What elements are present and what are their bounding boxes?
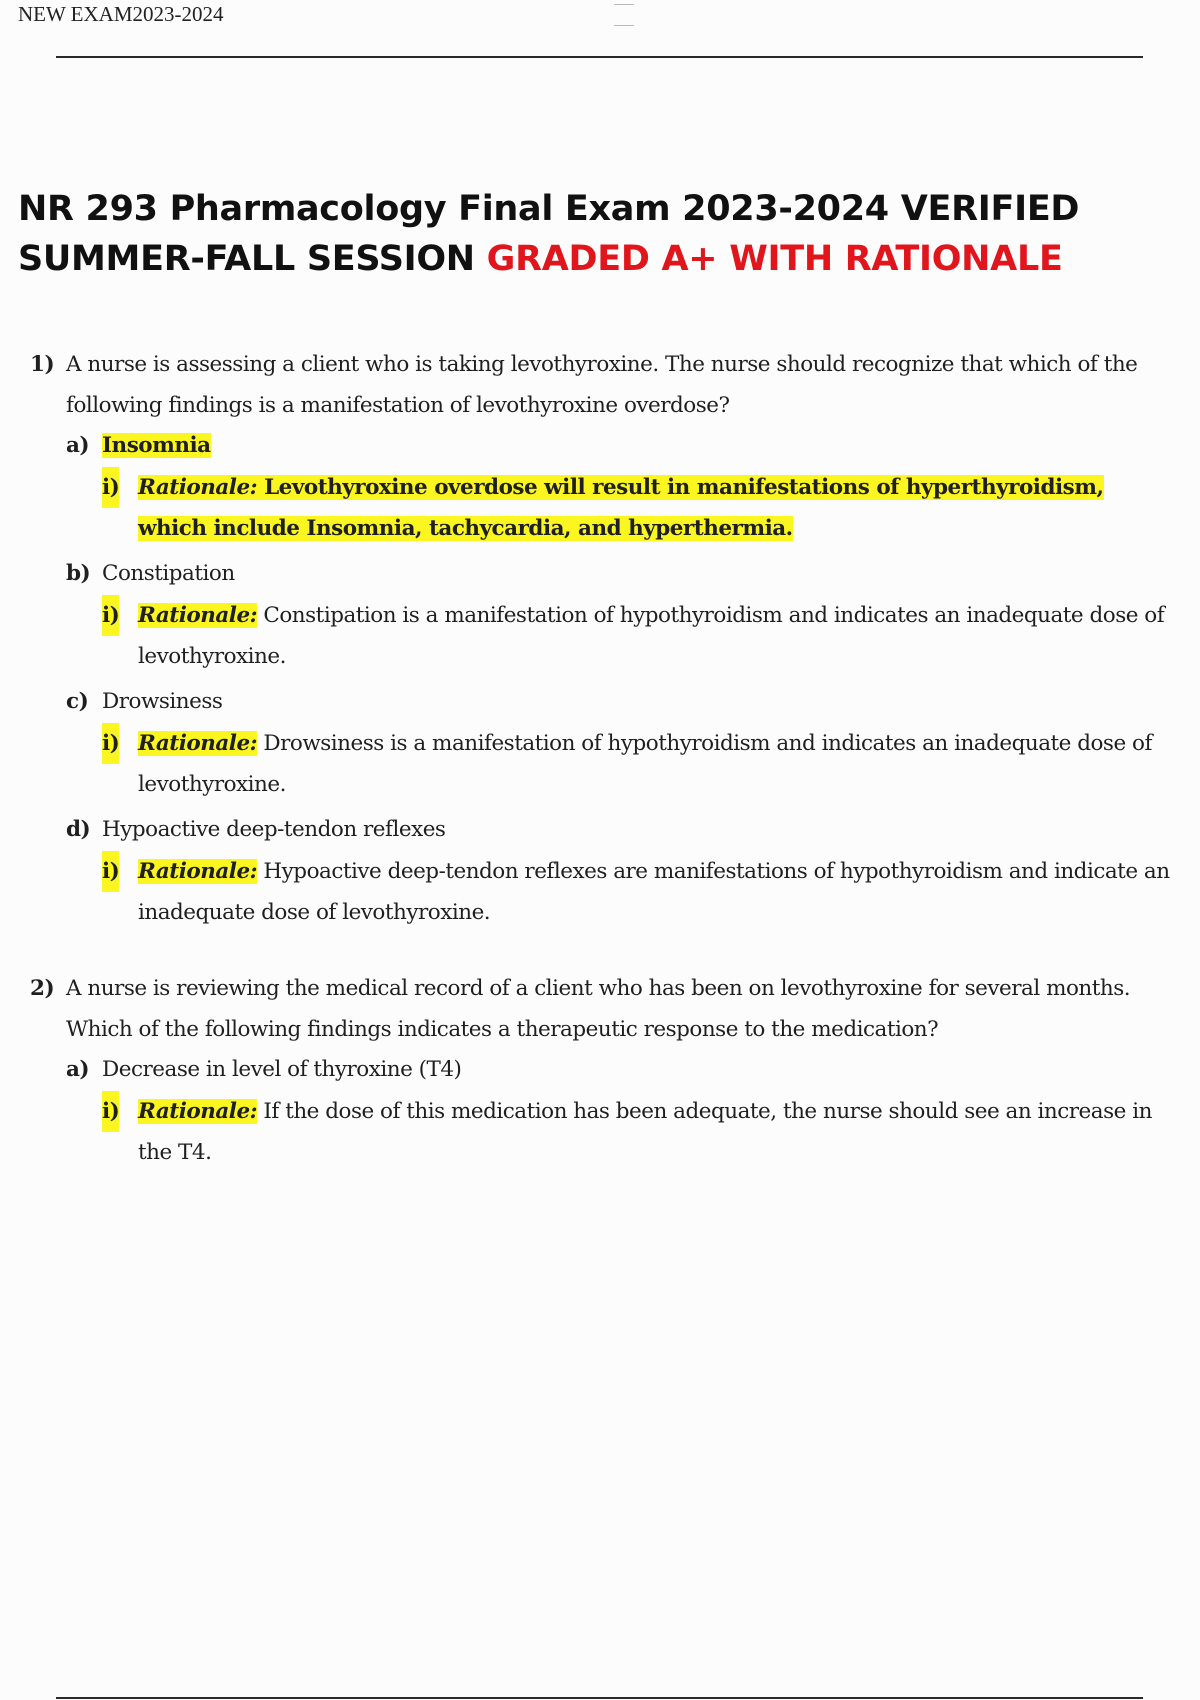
question-stem [30,968,1180,1050]
title-line-2 [18,234,1178,284]
rationale-number: i) [102,851,119,892]
page-header-text: NEW EXAM2023-2024 [18,2,224,26]
option-a [30,1050,1180,1090]
option-d [30,810,1180,850]
rationale-body: Hypoactive deep-tendon reflexes are manifestations of hypothyroidism and indicate an inadequate dose of levothyroxine. [138,859,1170,925]
option-letter: b) [66,561,91,586]
option-b [30,554,1180,594]
rationale-c [30,723,1180,805]
option-text-correct: Insomnia [102,433,211,458]
option-text: Hypoactive deep-tendon reflexes [102,817,446,842]
rationale-label: Rationale: [138,731,258,756]
document-title [18,184,1178,284]
question-number: 2) [30,976,55,1001]
rationale-a [30,467,1180,549]
question-stem [30,344,1180,426]
option-text: Drowsiness [102,689,223,714]
rationale-a [30,1091,1180,1173]
header-mark [612,0,636,26]
title-line-1: NR 293 Pharmacology Final Exam 2023-2024 VERIFIED [18,189,1080,229]
header-divider [56,56,1143,58]
question-number: 1) [30,352,55,377]
rationale-body: If the dose of this medication has been adequate, the nurse should see an increase in the T4. [138,1099,1152,1165]
rationale-label: Rationale: [138,603,258,628]
rationale-body: Constipation is a manifestation of hypothyroidism and indicates an inadequate dose of levothyroxine. [138,603,1165,669]
option-c [30,682,1180,722]
question-2 [30,968,1180,1178]
question-text: A nurse is reviewing the medical record of a client who has been on levothyroxine for several months. Which of the following findings indicates a therapeutic response to the medication? [66,976,1131,1042]
option-text: Constipation [102,561,235,586]
rationale-number: i) [102,723,119,764]
rationale-label: Rationale: [138,859,258,884]
title-line-2-black: SUMMER-FALL SESSION [18,239,487,279]
title-line-2-red: GRADED A+ WITH RATIONALE [486,239,1063,279]
rationale-label: Rationale: [138,475,258,500]
option-letter: c) [66,689,89,714]
option-letter: a) [66,433,90,458]
question-1 [30,344,1180,938]
rationale-number: i) [102,1091,119,1132]
option-letter: d) [66,817,91,842]
rationale-text-highlighted [138,475,1104,541]
footer-divider [56,1697,1143,1699]
rationale-body: Levothyroxine overdose will result in manifestations of hyperthyroidism, which include Insomnia, tachycardia, and hyperthermia. [138,475,1104,541]
rationale-body: Drowsiness is a manifestation of hypothyroidism and indicates an inadequate dose of levothyroxine. [138,731,1152,797]
question-text: A nurse is assessing a client who is taking levothyroxine. The nurse should recognize that which of the following findings is a manifestation of levothyroxine overdose? [66,352,1138,418]
option-a [30,426,1180,466]
rationale-number: i) [102,467,119,508]
option-letter: a) [66,1057,90,1082]
rationale-label: Rationale: [138,1099,258,1124]
rationale-b [30,595,1180,677]
option-text: Decrease in level of thyroxine (T4) [102,1057,462,1082]
rationale-d [30,851,1180,933]
rationale-number: i) [102,595,119,636]
